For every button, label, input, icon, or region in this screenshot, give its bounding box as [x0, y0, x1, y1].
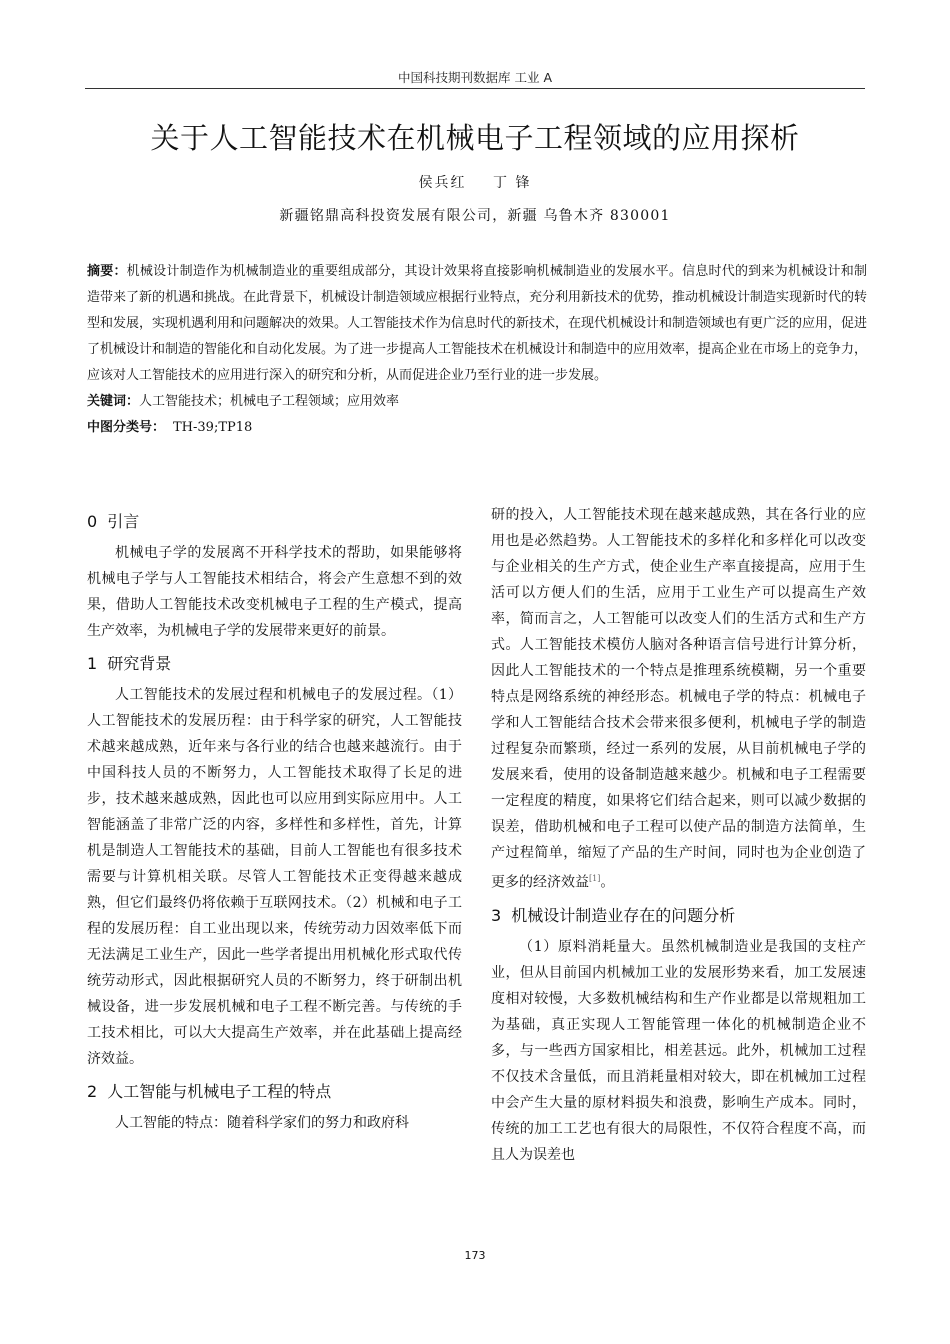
- paragraph-text: 研的投入，人工智能技术现在越来越成熟，其在各行业的应用也是必然趋势。人工智能技术的多样化和多样化可以改变与企业相关的生产方式，使企业生产率直接提高，应用于生活可以方便人们的生活，应用于工业生产可以提高生产效率，简而言之，人工智能可以改变人们的生活方式和生产方式。人工智能技术模仿人脑对各种语言信号进行计算分析，因此人工智能技术的一个特点是推理系统模糊，另一个重要特点是网络系统的神经形态。机械电子学的特点：机械电子学和人工智能结合技术会带来很多便利，机械电子学的制造过程复杂而繁琐，经过一系列的发展，从目前机械电子学的发展来看，使用的设备制造越来越少。机械和电子工程需要一定程度的精度，如果将它们结合起来，则可以减少数据的误差，借助机械和电子工程可以使产品的制造方法简单，生产过程简单，缩短了产品的生产时间，同时也为企业创造了更多的经济效益: [491, 507, 866, 891]
- keywords-label: 关键词：: [87, 394, 140, 409]
- section-number: 2: [87, 1082, 98, 1101]
- keywords: [87, 389, 867, 415]
- paragraph: 人工智能的特点：随着科学家们的努力和政府科: [115, 1115, 409, 1131]
- section-heading: [87, 1078, 462, 1106]
- section-title: 机械设计制造业存在的问题分析: [511, 905, 736, 925]
- paragraph: 人工智能技术的发展过程和机械电子的发展过程。（1）人工智能技术的发展历程：由于科学家的研究，人工智能技术越来越成熟，近年来与各行业的结合也越来越流行。由于中国科技人员的不断努力，人工智能技术取得了长足的进步，技术越来越成熟，因此也可以应用到实际应用中。人工智能涵盖了非常广泛的内容，多样性和多样性，首先，计算机是制造人工智能技术的基础，目前人工智能也有很多技术需要与计算机相关联。尽管人工智能技术正变得越来越成熟，但它们最终仍将依赖于互联网技术。（2）机械和电子工程的发展历程：自工业出现以来，传统劳动力因效率低下而无法满足工业生产，因此一些学者提出用机械化形式取代传统劳动形式，因此根据研究人员的不断努力，终于研制出机械设备，进一步发展机械和电子工程不断完善。与传统的手工技术相比，可以大大提高生产效率，并在此基础上提高经济效益。: [87, 687, 462, 1067]
- section-title: 研究背景: [107, 654, 172, 673]
- paragraph-continued: [491, 502, 866, 896]
- abstract-text: 机械设计制造作为机械制造业的重要组成部分，其设计效果将直接影响机械制造业的发展水平。信息时代的到来为机械设计和制造带来了新的机遇和挑战。在此背景下，机械设计制造领域应根据行业特点，充分利用新技术的优势，推动机械设计制造实现新时代的转型和发展，实现机遇利用和问题解决的效果。人工智能技术作为信息时代的新技术，在现代机械设计和制造领域也有更广泛的应用，促进了机械设计和制造的智能化和自动化发展。为了进一步提高人工智能技术在机械设计和制造中的应用效率，提高企业在市场上的竞争力，应该对人工智能技术的应用进行深入的研究和分析，从而促进企业乃至行业的进一步发展。: [87, 264, 868, 383]
- paragraph: 机械电子学的发展离不开科学技术的帮助，如果能够将机械电子学与人工智能技术相结合，将会产生意想不到的效果，借助人工智能技术改变机械电子工程的生产模式，提高生产效率，为机械电子学的发展带来更好的前景。: [87, 545, 462, 639]
- classification-label: 中图分类号：: [87, 420, 166, 435]
- author-list: [0, 172, 950, 192]
- journal-header: 中国科技期刊数据库 工业 A: [398, 70, 552, 85]
- section-number: 0: [87, 512, 98, 531]
- abstract: [87, 259, 867, 389]
- paper-title: 关于人工智能技术在机械电子工程领域的应用探析: [150, 121, 800, 155]
- abstract-block: [87, 259, 867, 441]
- classification: [87, 415, 867, 441]
- section-number: 3: [491, 905, 502, 925]
- section-title: 人工智能与机械电子工程的特点: [107, 1082, 332, 1101]
- paragraph-end: 。: [600, 874, 615, 891]
- keywords-text: 人工智能技术；机械电子工程领域；应用效率: [139, 394, 400, 409]
- section-heading: [87, 508, 462, 536]
- header-divider: [85, 88, 865, 89]
- page-number: 173: [464, 1249, 486, 1262]
- section-number: 1: [87, 654, 98, 673]
- section-heading: [491, 902, 866, 930]
- author-name: 丁 锋: [493, 175, 532, 191]
- left-column: [87, 502, 462, 1136]
- affiliation: 新疆铭鼎高科投资发展有限公司，新疆 乌鲁木齐 830001: [279, 208, 671, 224]
- citation-marker[interactable]: [1]: [589, 874, 601, 883]
- paragraph: （1）原料消耗量大。虽然机械制造业是我国的支柱产业，但从目前国内机械加工业的发展形势来看，加工发展速度相对较慢，大多数机械结构和生产作业都是以常规粗加工为基础，真正实现人工智能管理一体化的机械制造企业不多，与一些西方国家相比，相差甚远。此外，机械加工过程不仅技术含量低，而且消耗量相对较大，即在机械加工过程中会产生大量的原材料损失和浪费，影响生产成本。同时，传统的加工工艺也有很大的局限性，不仅符合程度不高，而且人为误差也: [491, 938, 866, 1163]
- section-title: 引言: [107, 512, 140, 531]
- abstract-label: 摘要：: [87, 264, 127, 279]
- classification-text: TH-39;TP18: [173, 420, 253, 435]
- right-column: [491, 502, 866, 1168]
- author-name: 侯兵红: [418, 175, 467, 191]
- section-heading: [87, 650, 462, 678]
